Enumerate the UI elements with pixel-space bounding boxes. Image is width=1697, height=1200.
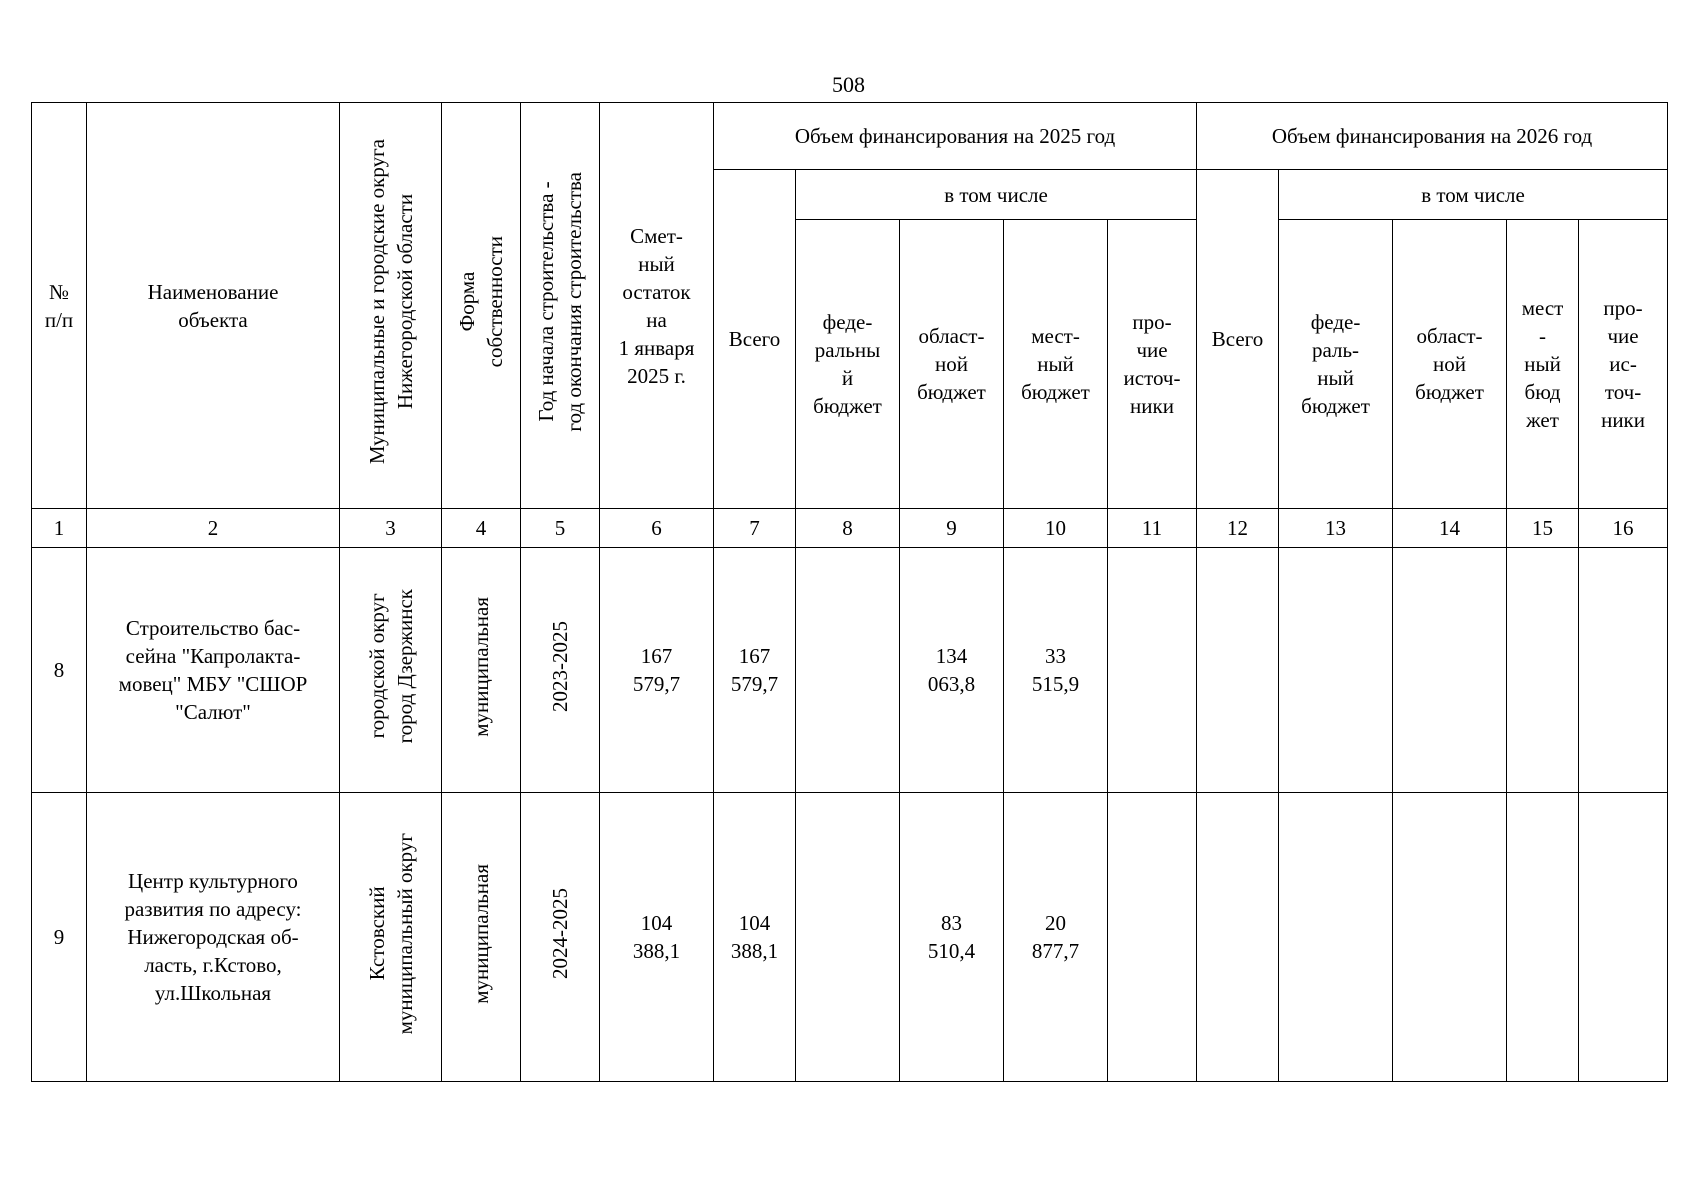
row-ownership: [442, 793, 521, 1082]
column-number: 10: [1004, 509, 1108, 548]
header-other-2026: про- чие ис- точ- ники: [1579, 220, 1668, 509]
row-other-2026: [1579, 548, 1668, 793]
row-federal-2025: [796, 548, 900, 793]
header-including-2026: в том числе: [1279, 170, 1668, 220]
row-ownership-text: муниципальная: [469, 863, 493, 1004]
row-balance: 104 388,1: [600, 793, 714, 1082]
column-number: 12: [1197, 509, 1279, 548]
header-regional-2025: област- ной бюджет: [900, 220, 1004, 509]
row-federal-2026: [1279, 793, 1393, 1082]
row-years: [521, 793, 600, 1082]
row-other-2025: [1108, 548, 1197, 793]
header-other-2025: про- чие источ- ники: [1108, 220, 1197, 509]
header-total-2025: Всего: [714, 170, 796, 509]
column-number: 7: [714, 509, 796, 548]
row-regional-2026: [1393, 548, 1507, 793]
row-municipality-text: Кстовский муниципальный округ: [364, 832, 417, 1035]
header-col-name: Наименование объекта: [87, 103, 340, 509]
column-number: 13: [1279, 509, 1393, 548]
header-col-municipality-text: Муниципальные и городские округа Нижегородской области: [364, 139, 417, 465]
row-total-2025: 167 579,7: [714, 548, 796, 793]
column-number: 8: [796, 509, 900, 548]
column-number: 9: [900, 509, 1004, 548]
header-col-ownership: [442, 103, 521, 509]
row-municipality: [340, 793, 442, 1082]
row-ownership: [442, 548, 521, 793]
financing-table: [31, 102, 1668, 1082]
row-regional-2025: 134 063,8: [900, 548, 1004, 793]
header-group-2025: Объем финансирования на 2025 год: [714, 103, 1197, 170]
row-local-2025: 20 877,7: [1004, 793, 1108, 1082]
row-federal-2026: [1279, 548, 1393, 793]
header-local-2025: мест- ный бюджет: [1004, 220, 1108, 509]
table-row: [32, 793, 1668, 1082]
row-regional-2025: 83 510,4: [900, 793, 1004, 1082]
row-local-2026: [1507, 548, 1579, 793]
column-number: 5: [521, 509, 600, 548]
header-federal-2025: феде- ральны й бюджет: [796, 220, 900, 509]
column-number: 4: [442, 509, 521, 548]
header-row-1: [32, 103, 1668, 170]
header-total-2026: Всего: [1197, 170, 1279, 509]
row-total-2026: [1197, 793, 1279, 1082]
row-municipality: [340, 548, 442, 793]
row-years: [521, 548, 600, 793]
header-col-municipality: [340, 103, 442, 509]
column-number: 14: [1393, 509, 1507, 548]
row-municipality-text: городской округ город Дзержинск: [364, 589, 417, 744]
row-years-text: 2024-2025: [548, 888, 572, 979]
row-total-2025: 104 388,1: [714, 793, 796, 1082]
row-years-text: 2023-2025: [548, 621, 572, 712]
header-col-years-text: Год начала строительства - год окончания строительства: [534, 172, 586, 432]
row-ownership-text: муниципальная: [469, 596, 493, 737]
row-local-2026: [1507, 793, 1579, 1082]
column-number: 11: [1108, 509, 1197, 548]
header-including-2025: в том числе: [796, 170, 1197, 220]
column-number: 6: [600, 509, 714, 548]
row-no: 9: [32, 793, 87, 1082]
row-regional-2026: [1393, 793, 1507, 1082]
column-number: 1: [32, 509, 87, 548]
page-number: 508: [832, 72, 865, 97]
header-regional-2026: област- ной бюджет: [1393, 220, 1507, 509]
row-other-2025: [1108, 793, 1197, 1082]
row-name: Строительство бас- сейна "Капролакта- мовец" МБУ "СШОР "Салют": [87, 548, 340, 793]
header-col-years: [521, 103, 600, 509]
table-row: [32, 548, 1668, 793]
column-number: 2: [87, 509, 340, 548]
column-number-row: [32, 509, 1668, 548]
row-no: 8: [32, 548, 87, 793]
header-col-ownership-text: Форма собственности: [455, 236, 507, 368]
header-group-2026: Объем финансирования на 2026 год: [1197, 103, 1668, 170]
column-number: 15: [1507, 509, 1579, 548]
row-balance: 167 579,7: [600, 548, 714, 793]
row-name: Центр культурного развития по адресу: Нижегородская об- ласть, г.Кстово, ул.Школьная: [87, 793, 340, 1082]
row-federal-2025: [796, 793, 900, 1082]
header-col-no: № п/п: [32, 103, 87, 509]
row-other-2026: [1579, 793, 1668, 1082]
row-local-2025: 33 515,9: [1004, 548, 1108, 793]
header-col-balance: Смет- ный остаток на 1 января 2025 г.: [600, 103, 714, 509]
header-local-2026: мест - ный бюд жет: [1507, 220, 1579, 509]
row-total-2026: [1197, 548, 1279, 793]
column-number: 16: [1579, 509, 1668, 548]
column-number: 3: [340, 509, 442, 548]
header-federal-2026: феде- раль- ный бюджет: [1279, 220, 1393, 509]
